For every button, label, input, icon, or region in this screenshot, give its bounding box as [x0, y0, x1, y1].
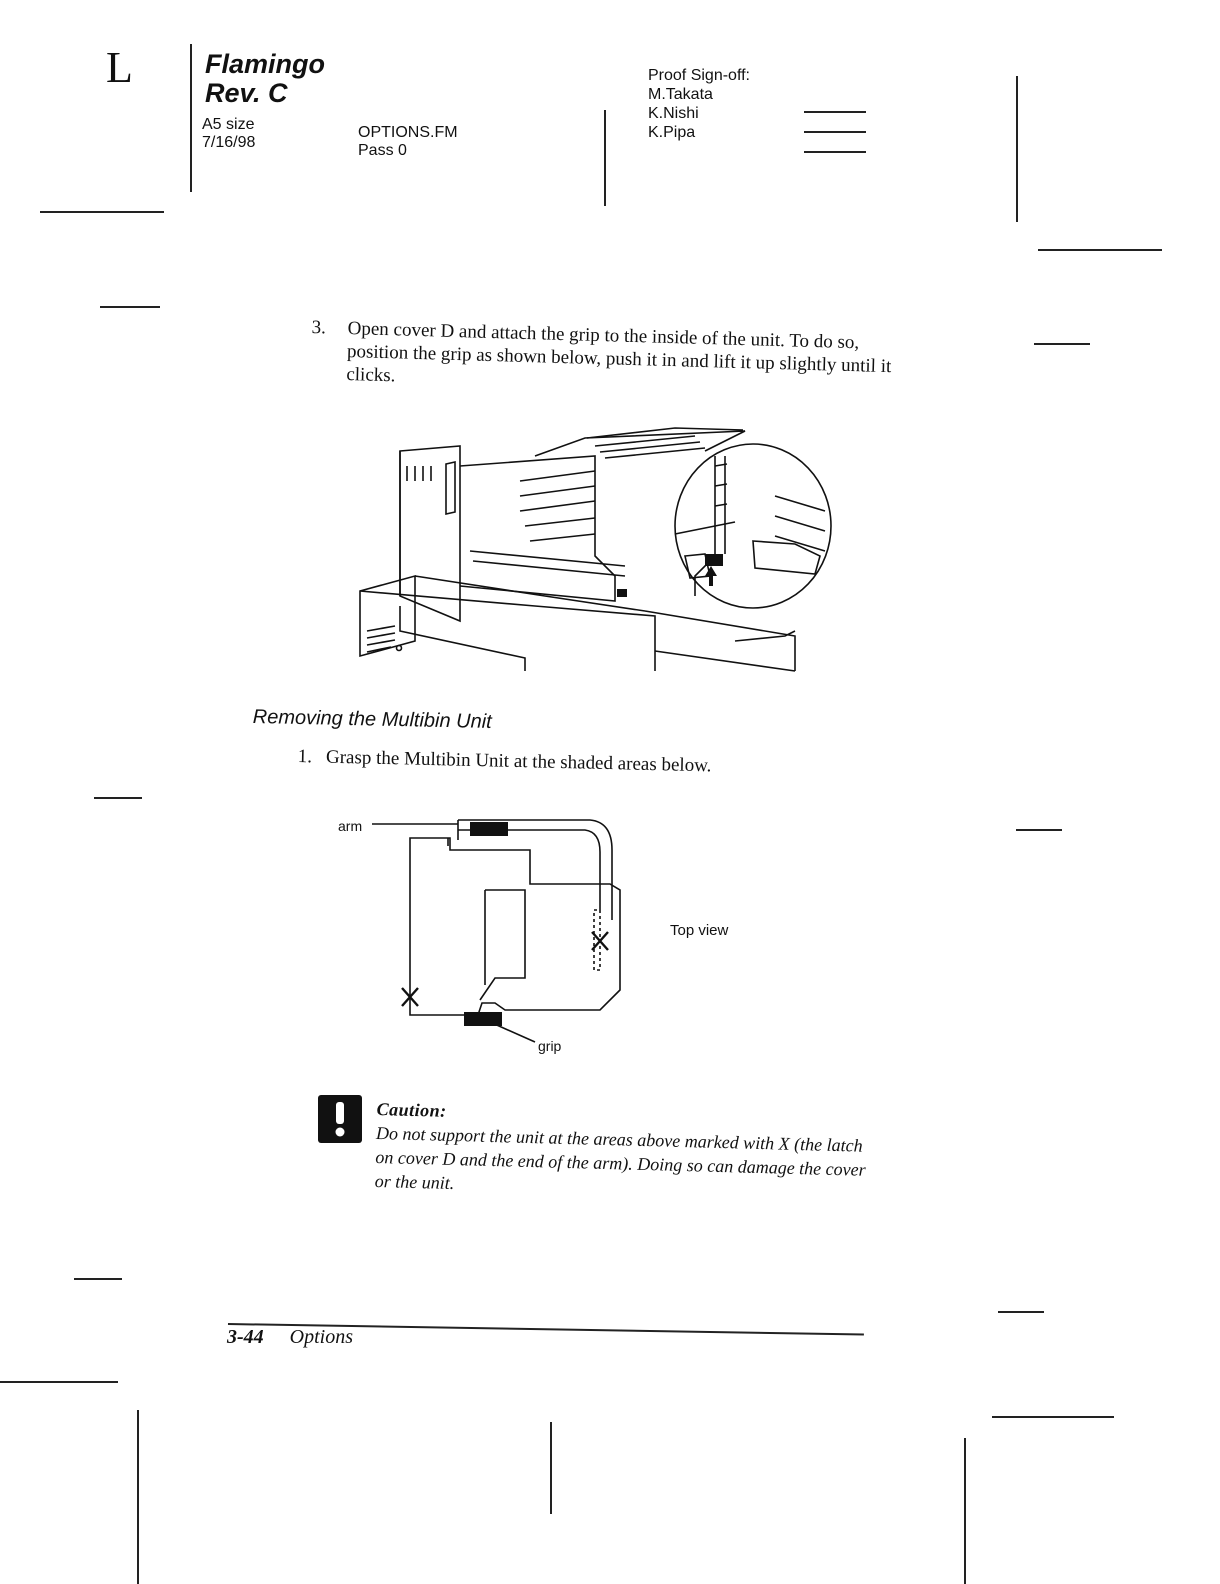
- crop-mark: [0, 1381, 118, 1383]
- crop-mark: [190, 44, 192, 192]
- crop-mark: [964, 1438, 966, 1584]
- label-grip: grip: [538, 1038, 562, 1054]
- crop-mark: [1034, 343, 1090, 345]
- unit-outline: [410, 838, 620, 1015]
- footer: [227, 1326, 353, 1349]
- caution-block: [374, 1097, 876, 1206]
- step-1: [298, 746, 712, 777]
- doc-title: [205, 50, 325, 108]
- proof-title: Proof Sign-off:: [648, 67, 750, 84]
- crop-mark: [604, 110, 606, 206]
- file-info: [358, 124, 458, 160]
- crop-mark: [137, 1410, 139, 1584]
- caution-text: Do not support the unit at the areas above marked with X (the latch on cover D and the end of the arm). Doing so can damage the cover or the unit.: [374, 1122, 866, 1194]
- step-text: Grasp the Multibin Unit at the shaded areas below.: [325, 746, 712, 777]
- printer-base-top: [360, 591, 655, 671]
- paper-info: [202, 116, 255, 152]
- grip: [705, 554, 723, 566]
- step-number: 3.: [311, 316, 327, 339]
- paper-size: A5 size: [202, 116, 255, 133]
- crop-mark: [550, 1422, 552, 1514]
- doc-name: Flamingo: [205, 49, 325, 79]
- crop-mark: [40, 211, 164, 213]
- crop-mark: [1016, 829, 1062, 831]
- proof-name: K.Nishi: [648, 105, 699, 122]
- crop-mark: [100, 306, 160, 308]
- page-number: 3-44: [227, 1326, 264, 1348]
- multibin-unit: [460, 456, 615, 601]
- signature-line: [804, 151, 866, 153]
- shaded-grip-area: [464, 1012, 502, 1026]
- doc-revision: Rev. C: [205, 78, 288, 108]
- pass: Pass 0: [358, 142, 407, 159]
- section-heading: Removing the Multibin Unit: [252, 706, 492, 734]
- crop-mark: [1016, 76, 1018, 222]
- top-view-diagram: [330, 810, 630, 1050]
- label-top-view: Top view: [670, 922, 729, 939]
- corner-letter: L: [106, 43, 133, 92]
- crop-mark: [74, 1278, 122, 1280]
- signature-line: [804, 111, 866, 113]
- exclamation-icon: [318, 1095, 362, 1143]
- proof-signoff: [648, 66, 750, 142]
- crop-mark: [998, 1311, 1044, 1313]
- crop-mark: [94, 797, 142, 799]
- step-text: Open cover D and attach the grip to the inside of the unit. To do so, position the grip as shown below, push it in and lift it up slightly until it clicks.: [346, 318, 892, 387]
- step-3: [310, 316, 912, 402]
- label-arm: arm: [338, 818, 363, 834]
- crop-mark: [1038, 249, 1162, 251]
- printer-grip-illustration: [355, 426, 840, 676]
- proof-name: K.Pipa: [648, 124, 696, 141]
- proof-name: M.Takata: [648, 86, 713, 103]
- step-number: 1.: [297, 746, 313, 768]
- caution-title: Caution:: [376, 1098, 447, 1121]
- signature-line: [804, 131, 866, 133]
- doc-date: 7/16/98: [202, 134, 256, 151]
- chapter-name: Options: [289, 1326, 354, 1348]
- crop-mark: [992, 1416, 1114, 1418]
- shaded-grip-area: [470, 822, 508, 836]
- filename: OPTIONS.FM: [358, 124, 458, 141]
